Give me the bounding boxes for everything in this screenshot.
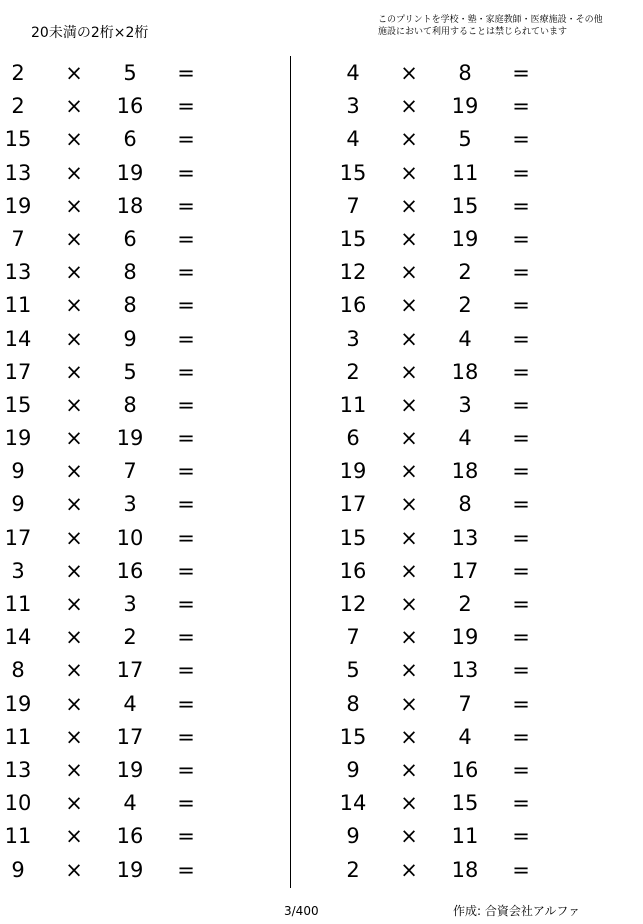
operand-a: 4 xyxy=(346,61,360,85)
times-sign: × xyxy=(65,625,83,650)
operand-a: 19 xyxy=(4,426,32,451)
times-sign: × xyxy=(400,691,418,716)
equals-sign: = xyxy=(512,293,530,318)
equals-sign: = xyxy=(512,326,530,351)
problem-row xyxy=(0,621,210,654)
equals-sign: = xyxy=(177,426,195,451)
operand-a: 8 xyxy=(11,658,25,683)
operand-a: 11 xyxy=(4,824,32,849)
times-sign: × xyxy=(65,757,83,782)
problem-row xyxy=(0,289,210,322)
times-sign: × xyxy=(65,691,83,716)
problem-row xyxy=(0,90,210,123)
problem-row xyxy=(0,422,210,455)
equals-sign: = xyxy=(177,592,195,616)
times-sign: × xyxy=(400,558,418,583)
operand-b: 9 xyxy=(123,326,137,351)
operand-b: 17 xyxy=(116,658,144,683)
operand-a: 15 xyxy=(339,160,367,185)
operand-a: 13 xyxy=(4,260,32,285)
times-sign: × xyxy=(65,592,83,616)
problem-row xyxy=(0,588,210,621)
operand-a: 16 xyxy=(339,293,367,318)
operand-b: 2 xyxy=(458,260,472,285)
operand-b: 8 xyxy=(123,392,137,417)
times-sign: × xyxy=(65,226,83,251)
operand-a: 7 xyxy=(346,193,360,218)
problem-row xyxy=(0,787,210,820)
times-sign: × xyxy=(400,359,418,384)
problem-row xyxy=(0,57,210,90)
operand-b: 16 xyxy=(116,94,144,119)
times-sign: × xyxy=(400,525,418,550)
times-sign: × xyxy=(65,558,83,583)
problem-row xyxy=(335,854,545,887)
times-sign: × xyxy=(65,326,83,351)
operand-a: 9 xyxy=(11,857,25,882)
equals-sign: = xyxy=(177,691,195,716)
operand-a: 13 xyxy=(4,757,32,782)
problem-row xyxy=(335,488,545,521)
times-sign: × xyxy=(65,127,83,152)
operand-a: 14 xyxy=(4,625,32,650)
times-sign: × xyxy=(400,61,418,85)
problem-row xyxy=(0,522,210,555)
equals-sign: = xyxy=(177,193,195,218)
problem-row xyxy=(335,223,545,256)
times-sign: × xyxy=(65,426,83,451)
operand-a: 11 xyxy=(4,592,32,616)
problem-row xyxy=(335,289,545,322)
problem-row xyxy=(335,190,545,223)
operand-b: 7 xyxy=(458,691,472,716)
times-sign: × xyxy=(65,824,83,849)
equals-sign: = xyxy=(512,757,530,782)
operand-b: 19 xyxy=(451,226,479,251)
times-sign: × xyxy=(400,426,418,451)
problem-row xyxy=(0,190,210,223)
operand-a: 2 xyxy=(11,94,25,119)
equals-sign: = xyxy=(512,658,530,683)
operand-b: 3 xyxy=(123,592,137,616)
times-sign: × xyxy=(400,260,418,285)
times-sign: × xyxy=(400,94,418,119)
equals-sign: = xyxy=(512,459,530,484)
equals-sign: = xyxy=(177,326,195,351)
operand-a: 3 xyxy=(346,326,360,351)
times-sign: × xyxy=(400,492,418,517)
times-sign: × xyxy=(400,160,418,185)
problem-row xyxy=(0,654,210,687)
problem-row xyxy=(0,256,210,289)
operand-b: 2 xyxy=(123,625,137,650)
equals-sign: = xyxy=(512,691,530,716)
problem-row xyxy=(0,854,210,887)
times-sign: × xyxy=(65,359,83,384)
operand-b: 18 xyxy=(116,193,144,218)
operand-b: 8 xyxy=(458,492,472,517)
operand-a: 3 xyxy=(11,558,25,583)
equals-sign: = xyxy=(177,359,195,384)
operand-b: 10 xyxy=(116,525,144,550)
operand-b: 8 xyxy=(123,293,137,318)
operand-a: 17 xyxy=(339,492,367,517)
problem-row xyxy=(0,555,210,588)
operand-a: 19 xyxy=(339,459,367,484)
operand-b: 16 xyxy=(451,757,479,782)
operand-a: 7 xyxy=(346,625,360,650)
times-sign: × xyxy=(400,293,418,318)
operand-b: 18 xyxy=(451,359,479,384)
usage-notice-line-2: 施設において利用することは禁じられています xyxy=(378,27,568,37)
operand-a: 9 xyxy=(346,757,360,782)
equals-sign: = xyxy=(512,61,530,85)
equals-sign: = xyxy=(177,226,195,251)
times-sign: × xyxy=(400,857,418,882)
equals-sign: = xyxy=(177,459,195,484)
problem-row xyxy=(0,323,210,356)
operand-b: 8 xyxy=(123,260,137,285)
operand-a: 16 xyxy=(339,558,367,583)
equals-sign: = xyxy=(177,94,195,119)
operand-a: 15 xyxy=(4,392,32,417)
times-sign: × xyxy=(65,160,83,185)
equals-sign: = xyxy=(177,525,195,550)
operand-a: 17 xyxy=(4,525,32,550)
times-sign: × xyxy=(400,326,418,351)
times-sign: × xyxy=(65,492,83,517)
times-sign: × xyxy=(65,459,83,484)
times-sign: × xyxy=(400,592,418,616)
operand-a: 5 xyxy=(346,658,360,683)
operand-b: 11 xyxy=(451,160,479,185)
equals-sign: = xyxy=(512,592,530,616)
operand-b: 19 xyxy=(116,757,144,782)
problem-row xyxy=(0,721,210,754)
operand-a: 9 xyxy=(11,459,25,484)
times-sign: × xyxy=(400,757,418,782)
equals-sign: = xyxy=(177,658,195,683)
problem-row xyxy=(335,555,545,588)
equals-sign: = xyxy=(512,392,530,417)
operand-a: 13 xyxy=(4,160,32,185)
times-sign: × xyxy=(65,61,83,85)
problem-row xyxy=(335,256,545,289)
problem-row xyxy=(335,422,545,455)
problem-row xyxy=(335,621,545,654)
times-sign: × xyxy=(65,94,83,119)
problem-row xyxy=(335,754,545,787)
operand-b: 5 xyxy=(123,359,137,384)
equals-sign: = xyxy=(512,492,530,517)
equals-sign: = xyxy=(512,226,530,251)
times-sign: × xyxy=(400,791,418,816)
operand-b: 19 xyxy=(451,625,479,650)
worksheet-title: 20未満の2桁×2桁 xyxy=(31,25,149,41)
equals-sign: = xyxy=(512,260,530,285)
operand-a: 12 xyxy=(339,592,367,616)
times-sign: × xyxy=(400,824,418,849)
equals-sign: = xyxy=(177,492,195,517)
equals-sign: = xyxy=(177,558,195,583)
times-sign: × xyxy=(65,193,83,218)
operand-b: 4 xyxy=(458,326,472,351)
times-sign: × xyxy=(65,392,83,417)
times-sign: × xyxy=(400,226,418,251)
problem-row xyxy=(0,488,210,521)
equals-sign: = xyxy=(512,857,530,882)
operand-b: 13 xyxy=(451,658,479,683)
problem-row xyxy=(335,721,545,754)
operand-a: 19 xyxy=(4,691,32,716)
problem-row xyxy=(0,157,210,190)
equals-sign: = xyxy=(177,293,195,318)
operand-a: 2 xyxy=(346,359,360,384)
operand-b: 17 xyxy=(451,558,479,583)
operand-a: 9 xyxy=(346,824,360,849)
operand-b: 4 xyxy=(458,724,472,749)
equals-sign: = xyxy=(512,193,530,218)
equals-sign: = xyxy=(512,160,530,185)
equals-sign: = xyxy=(177,791,195,816)
author-credit: 作成: 合資会社アルファ xyxy=(453,904,581,918)
equals-sign: = xyxy=(512,824,530,849)
equals-sign: = xyxy=(512,127,530,152)
problem-row xyxy=(335,389,545,422)
usage-notice xyxy=(378,14,603,38)
operand-a: 12 xyxy=(339,260,367,285)
times-sign: × xyxy=(400,392,418,417)
operand-a: 14 xyxy=(339,791,367,816)
equals-sign: = xyxy=(177,127,195,152)
problem-row xyxy=(0,356,210,389)
operand-b: 5 xyxy=(458,127,472,152)
operand-a: 15 xyxy=(339,724,367,749)
operand-a: 8 xyxy=(346,691,360,716)
equals-sign: = xyxy=(512,94,530,119)
operand-b: 7 xyxy=(123,459,137,484)
operand-b: 3 xyxy=(123,492,137,517)
equals-sign: = xyxy=(177,61,195,85)
problem-row xyxy=(0,820,210,853)
operand-b: 13 xyxy=(451,525,479,550)
times-sign: × xyxy=(65,658,83,683)
operand-b: 8 xyxy=(458,61,472,85)
times-sign: × xyxy=(65,293,83,318)
operand-a: 15 xyxy=(339,226,367,251)
equals-sign: = xyxy=(177,260,195,285)
times-sign: × xyxy=(65,260,83,285)
times-sign: × xyxy=(65,525,83,550)
operand-a: 9 xyxy=(11,492,25,517)
operand-a: 19 xyxy=(4,193,32,218)
problem-row xyxy=(0,223,210,256)
equals-sign: = xyxy=(512,426,530,451)
operand-b: 18 xyxy=(451,459,479,484)
operand-b: 16 xyxy=(116,824,144,849)
times-sign: × xyxy=(400,658,418,683)
equals-sign: = xyxy=(512,791,530,816)
problem-row xyxy=(335,820,545,853)
equals-sign: = xyxy=(512,625,530,650)
operand-b: 4 xyxy=(458,426,472,451)
times-sign: × xyxy=(65,724,83,749)
equals-sign: = xyxy=(512,558,530,583)
times-sign: × xyxy=(400,193,418,218)
problem-column-right xyxy=(335,57,545,887)
operand-a: 11 xyxy=(339,392,367,417)
equals-sign: = xyxy=(177,724,195,749)
operand-b: 19 xyxy=(451,94,479,119)
problem-row xyxy=(335,356,545,389)
problem-row xyxy=(335,157,545,190)
operand-a: 14 xyxy=(4,326,32,351)
problem-row xyxy=(335,455,545,488)
operand-b: 5 xyxy=(123,61,137,85)
operand-a: 7 xyxy=(11,226,25,251)
problem-row xyxy=(335,654,545,687)
times-sign: × xyxy=(400,625,418,650)
operand-a: 3 xyxy=(346,94,360,119)
equals-sign: = xyxy=(177,857,195,882)
operand-b: 17 xyxy=(116,724,144,749)
operand-b: 6 xyxy=(123,127,137,152)
problem-row xyxy=(335,123,545,156)
times-sign: × xyxy=(65,791,83,816)
operand-a: 11 xyxy=(4,724,32,749)
column-divider xyxy=(290,56,291,888)
problem-row xyxy=(335,90,545,123)
operand-b: 18 xyxy=(451,857,479,882)
usage-notice-line-1: このプリントを学校・塾・家庭教師・医療施設・その他 xyxy=(378,15,603,25)
operand-b: 6 xyxy=(123,226,137,251)
times-sign: × xyxy=(400,127,418,152)
equals-sign: = xyxy=(177,160,195,185)
problem-row xyxy=(335,57,545,90)
equals-sign: = xyxy=(177,392,195,417)
operand-a: 4 xyxy=(346,127,360,152)
problem-row xyxy=(0,754,210,787)
equals-sign: = xyxy=(512,724,530,749)
problem-column-left xyxy=(0,57,210,887)
times-sign: × xyxy=(400,724,418,749)
operand-b: 19 xyxy=(116,857,144,882)
equals-sign: = xyxy=(177,757,195,782)
equals-sign: = xyxy=(177,824,195,849)
operand-b: 16 xyxy=(116,558,144,583)
operand-b: 4 xyxy=(123,691,137,716)
equals-sign: = xyxy=(512,525,530,550)
operand-a: 2 xyxy=(346,857,360,882)
operand-b: 19 xyxy=(116,426,144,451)
operand-a: 2 xyxy=(11,61,25,85)
operand-a: 15 xyxy=(339,525,367,550)
problem-row xyxy=(335,522,545,555)
problem-row xyxy=(335,787,545,820)
operand-a: 15 xyxy=(4,127,32,152)
problem-row xyxy=(335,323,545,356)
times-sign: × xyxy=(400,459,418,484)
problem-row xyxy=(0,455,210,488)
equals-sign: = xyxy=(512,359,530,384)
operand-b: 11 xyxy=(451,824,479,849)
operand-a: 10 xyxy=(4,791,32,816)
operand-a: 11 xyxy=(4,293,32,318)
problem-row xyxy=(0,389,210,422)
operand-b: 2 xyxy=(458,592,472,616)
operand-b: 3 xyxy=(458,392,472,417)
operand-b: 19 xyxy=(116,160,144,185)
operand-b: 15 xyxy=(451,193,479,218)
problem-row xyxy=(0,123,210,156)
operand-b: 4 xyxy=(123,791,137,816)
problem-row xyxy=(335,688,545,721)
equals-sign: = xyxy=(177,625,195,650)
problem-row xyxy=(335,588,545,621)
page-number: 3/400 xyxy=(284,904,319,918)
operand-b: 15 xyxy=(451,791,479,816)
operand-b: 2 xyxy=(458,293,472,318)
operand-a: 17 xyxy=(4,359,32,384)
problem-row xyxy=(0,688,210,721)
operand-a: 6 xyxy=(346,426,360,451)
times-sign: × xyxy=(65,857,83,882)
